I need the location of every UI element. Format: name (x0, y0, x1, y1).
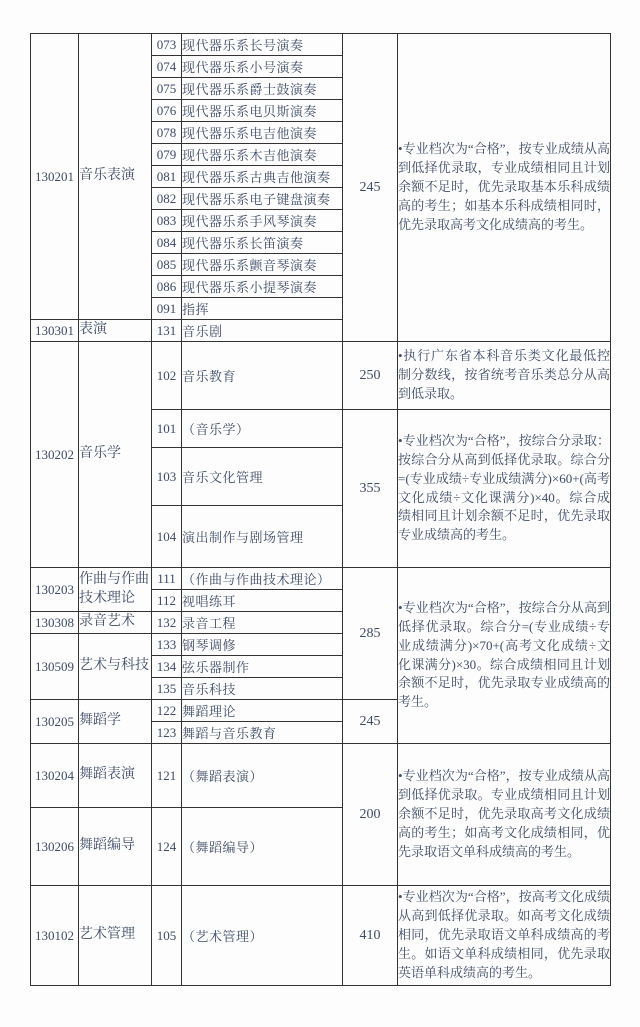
program-code-cell: 074 (152, 56, 182, 78)
program-code-cell: 111 (152, 568, 182, 590)
program-name-cell: 舞蹈与音乐教育 (182, 722, 343, 744)
major-code-cell: 130308 (31, 612, 79, 634)
major-name-cell: 艺术管理 (79, 886, 152, 986)
program-name-cell: （音乐学） (182, 410, 343, 448)
program-name-cell: 音乐文化管理 (182, 448, 343, 506)
score-cell: 410 (343, 886, 398, 986)
program-name-cell: 现代器乐系长号演奏 (182, 34, 343, 56)
major-code-cell: 130203 (31, 568, 79, 612)
program-code-cell: 121 (152, 744, 182, 808)
program-name-cell: 音乐剧 (182, 320, 343, 342)
program-name-cell: 现代器乐系电吉他演奏 (182, 122, 343, 144)
program-code-cell: 091 (152, 298, 182, 320)
program-name-cell: 钢琴调修 (182, 634, 343, 656)
score-cell: 285 (343, 568, 398, 700)
program-name-cell: 视唱练耳 (182, 590, 343, 612)
major-code-cell: 130301 (31, 320, 79, 342)
program-code-cell: 086 (152, 276, 182, 298)
program-code-cell: 102 (152, 342, 182, 410)
program-code-cell: 112 (152, 590, 182, 612)
program-name-cell: 音乐科技 (182, 678, 343, 700)
major-code-cell: 130509 (31, 634, 79, 700)
note-cell: •专业档次为“合格”，按综合分录取：按综合分从高到低择优录取。综合分=(专业成绩÷专业成绩满分)×60+(高考文化成绩÷文化课满分)×40。综合成绩相同且计划余额不足时，优先录取专业成绩高的考生。 (398, 410, 611, 568)
program-name-cell: 音乐教育 (182, 342, 343, 410)
score-cell: 355 (343, 410, 398, 568)
admission-table-body (31, 34, 611, 986)
score-cell: 200 (343, 744, 398, 886)
major-name-cell: 录音艺术 (79, 612, 152, 634)
program-name-cell: （艺术管理） (182, 886, 343, 986)
program-name-cell: （舞蹈编导） (182, 808, 343, 886)
program-code-cell: 081 (152, 166, 182, 188)
major-name-cell: 舞蹈学 (79, 700, 152, 744)
score-cell: 245 (343, 34, 398, 342)
program-name-cell: 现代器乐系小号演奏 (182, 56, 343, 78)
program-name-cell: 弦乐器制作 (182, 656, 343, 678)
note-cell: •执行广东省本科音乐类文化最低控制分数线，按省统考音乐类总分从高到低录取。 (398, 342, 611, 410)
program-code-cell: 123 (152, 722, 182, 744)
program-code-cell: 134 (152, 656, 182, 678)
program-code-cell: 082 (152, 188, 182, 210)
program-name-cell: 现代器乐系小提琴演奏 (182, 276, 343, 298)
major-name-cell: 音乐学 (79, 342, 152, 568)
table-row (31, 568, 611, 590)
table-row (31, 744, 611, 808)
program-code-cell: 105 (152, 886, 182, 986)
program-name-cell: 现代器乐系手风琴演奏 (182, 210, 343, 232)
program-code-cell: 104 (152, 506, 182, 568)
major-code-cell: 130202 (31, 342, 79, 568)
program-name-cell: 演出制作与剧场管理 (182, 506, 343, 568)
note-cell: •专业档次为“合格”，按专业成绩从高到低择优录取。专业成绩相同且计划余额不足时，优先录取高考文化成绩高的考生；如高考文化成绩相同，优先录取语文单科成绩高的考生。 (398, 744, 611, 886)
score-cell: 245 (343, 700, 398, 744)
major-name-cell: 舞蹈表演 (79, 744, 152, 808)
program-code-cell: 135 (152, 678, 182, 700)
program-name-cell: 现代器乐系木吉他演奏 (182, 144, 343, 166)
program-code-cell: 083 (152, 210, 182, 232)
table-row (31, 886, 611, 986)
program-name-cell: 现代器乐系长笛演奏 (182, 232, 343, 254)
program-code-cell: 078 (152, 122, 182, 144)
program-code-cell: 124 (152, 808, 182, 886)
program-code-cell: 076 (152, 100, 182, 122)
major-code-cell: 130205 (31, 700, 79, 744)
major-name-cell: 舞蹈编导 (79, 808, 152, 886)
program-name-cell: （舞蹈表演） (182, 744, 343, 808)
program-name-cell: （作曲与作曲技术理论） (182, 568, 343, 590)
table-row (31, 342, 611, 410)
note-cell: •专业档次为“合格”，按专业成绩从高到低择优录取，专业成绩相同且计划余额不足时，优先录取基本乐科成绩高的考生；如基本乐科成绩相同时，优先录取高考文化成绩高的考生。 (398, 34, 611, 342)
program-code-cell: 101 (152, 410, 182, 448)
major-code-cell: 130102 (31, 886, 79, 986)
program-code-cell: 084 (152, 232, 182, 254)
major-name-cell: 艺术与科技 (79, 634, 152, 700)
program-name-cell: 现代器乐系电子键盘演奏 (182, 188, 343, 210)
program-code-cell: 075 (152, 78, 182, 100)
program-name-cell: 现代器乐系古典吉他演奏 (182, 166, 343, 188)
note-cell: •专业档次为“合格”，按综合分从高到低择优录取。综合分=(专业成绩÷专业成绩满分)×70+(高考文化成绩÷文化课满分)×30。综合成绩相同且计划余额不足时，优先录取专业成绩高的考生。 (398, 568, 611, 744)
major-code-cell: 130204 (31, 744, 79, 808)
program-code-cell: 103 (152, 448, 182, 506)
program-code-cell: 073 (152, 34, 182, 56)
major-name-cell: 表演 (79, 320, 152, 342)
major-code-cell: 130206 (31, 808, 79, 886)
program-name-cell: 指挥 (182, 298, 343, 320)
table-row (31, 34, 611, 56)
admission-criteria-table (30, 33, 611, 986)
note-cell: •专业档次为“合格”，按高考文化成绩从高到低择优录取。如高考文化成绩相同，优先录取语文单科成绩高的考生。如语文单科成绩相同，优先录取英语单科成绩高的考生。 (398, 886, 611, 986)
major-name-cell: 作曲与作曲技术理论 (79, 568, 152, 612)
major-name-cell: 音乐表演 (79, 34, 152, 320)
program-name-cell: 录音工程 (182, 612, 343, 634)
major-code-cell: 130201 (31, 34, 79, 320)
program-code-cell: 131 (152, 320, 182, 342)
program-code-cell: 079 (152, 144, 182, 166)
program-name-cell: 现代器乐系颤音琴演奏 (182, 254, 343, 276)
program-name-cell: 现代器乐系爵士鼓演奏 (182, 78, 343, 100)
program-code-cell: 133 (152, 634, 182, 656)
program-name-cell: 现代器乐系电贝斯演奏 (182, 100, 343, 122)
program-code-cell: 132 (152, 612, 182, 634)
program-name-cell: 舞蹈理论 (182, 700, 343, 722)
program-code-cell: 085 (152, 254, 182, 276)
score-cell: 250 (343, 342, 398, 410)
program-code-cell: 122 (152, 700, 182, 722)
